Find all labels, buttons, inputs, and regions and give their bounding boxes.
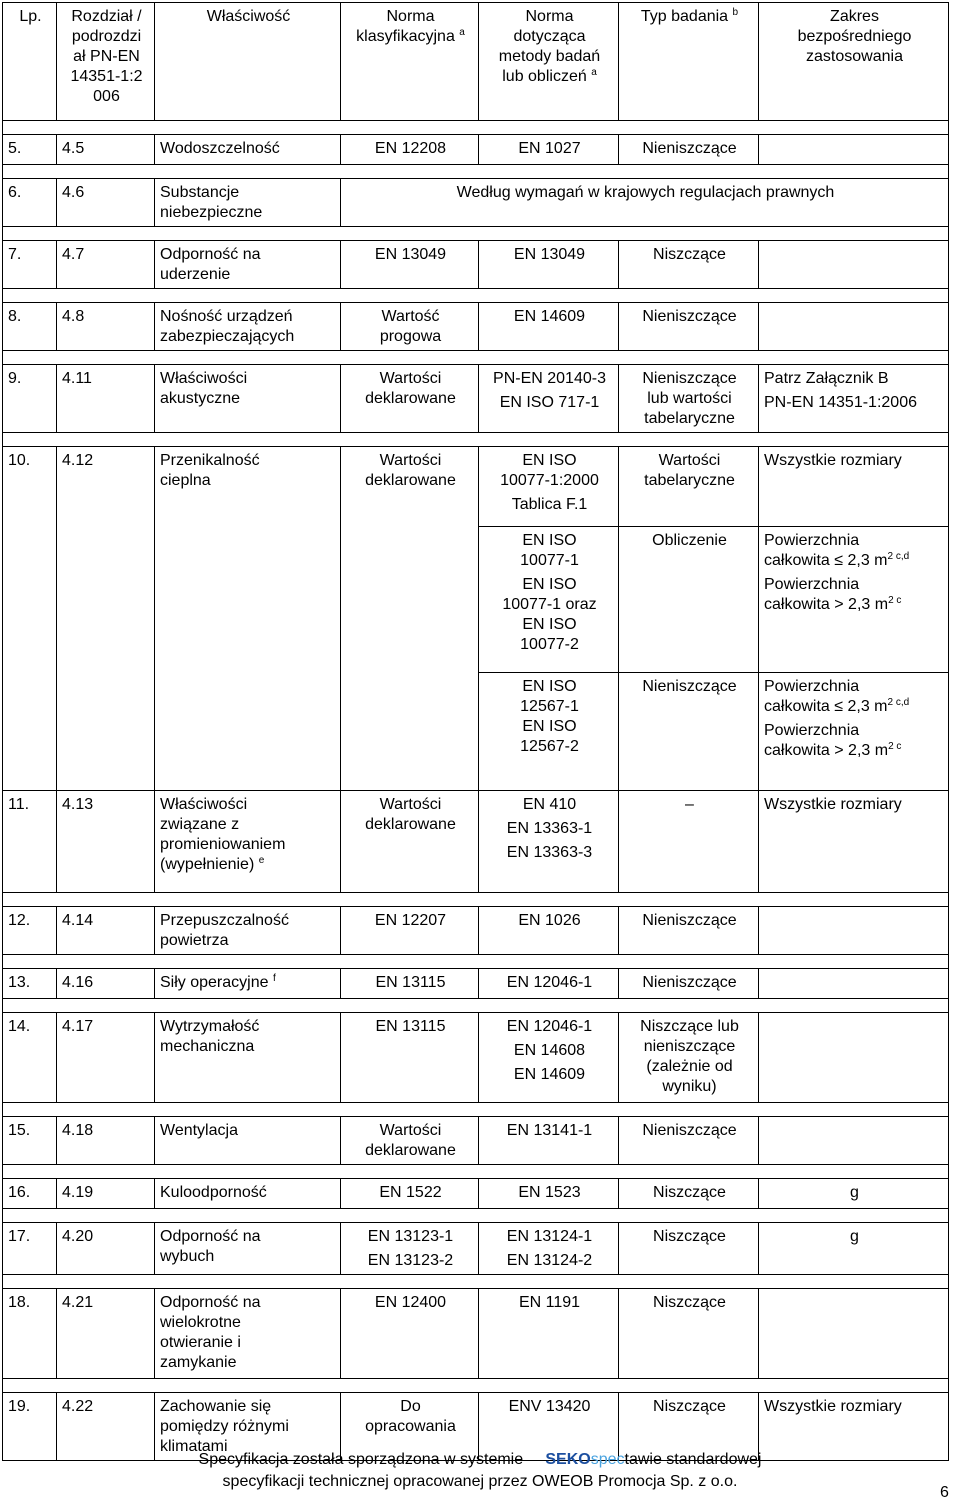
header-lp: Lp. [3,3,57,121]
header-test-type: Typ badania $^b$ [619,3,759,121]
property-cell: Przenikalność cieplna [155,447,341,791]
section-cell: 4.5 [57,135,155,165]
lp-cell: 11. [3,791,57,893]
footer-system-line: Specyfikacja została sporządzona w systemie SEKOspectawie standardowej [198,1451,762,1468]
lp-cell: 19. [3,1393,57,1461]
test-type-cell: Nieniszczące [619,1117,759,1165]
section-cell: 4.13 [57,791,155,893]
property-cell: Odporność na wybuch [155,1223,341,1275]
section-cell: 4.11 [57,365,155,433]
header-class-norm: Norma klasyfikacyjna $^a$ [341,3,479,121]
scope-cell [759,303,949,351]
method-norm-cell: ENV 13420 [479,1393,619,1461]
property-cell: Kuloodporność [155,1179,341,1209]
class-norm-cell: EN 12208 [341,135,479,165]
table-row [3,1223,949,1275]
test-type-cell: Niszczące [619,1179,759,1209]
test-type-cell: Niszczące [619,1393,759,1461]
test-type-cell: Niszczące [619,1289,759,1379]
table-row [3,969,949,999]
test-type-cell: Nieniszczące [619,673,759,791]
lp-cell: 13. [3,969,57,999]
method-norm-cell: EN 1523 [479,1179,619,1209]
test-type-cell: Niszczące [619,241,759,289]
table-row [3,365,949,433]
lp-cell: 10. [3,447,57,791]
lp-cell: 9. [3,365,57,433]
scope-cell: Wszystkie rozmiary [759,791,949,893]
table-row [3,1013,949,1103]
test-type-cell: Nieniszczące [619,303,759,351]
method-norm-cell: EN ISO 10077-1 EN ISO 10077-1 oraz EN ISO 10077-2 [479,527,619,673]
property-cell: Przepuszczalność powietrza [155,907,341,955]
method-norm-cell: EN 12046-1 EN 14608 EN 14609 [479,1013,619,1103]
section-cell: 4.16 [57,969,155,999]
scope-cell: g [759,1179,949,1209]
lp-cell: 7. [3,241,57,289]
test-type-cell: Nieniszczące [619,135,759,165]
property-cell: Odporność na uderzenie [155,241,341,289]
method-norm-cell: PN-EN 20140-3 EN ISO 717-1 [479,365,619,433]
specification-table [2,2,949,1461]
table-row [3,1117,949,1165]
class-norm-cell: EN 13115 [341,969,479,999]
scope-cell: Powierzchnia całkowita ≤ 2,3 $m^{2 c,d}$ Powierzchnia całkowita > 2,3 $m^{2 c}$ [759,673,949,791]
section-cell: 4.22 [57,1393,155,1461]
method-norm-cell: EN 12046-1 [479,969,619,999]
section-cell: 4.17 [57,1013,155,1103]
method-norm-cell: EN 1191 [479,1289,619,1379]
method-norm-cell: EN 13124-1 EN 13124-2 [479,1223,619,1275]
section-cell: 4.18 [57,1117,155,1165]
scope-cell [759,1289,949,1379]
table-row [3,1289,949,1379]
test-type-cell: – [619,791,759,893]
class-norm-cell: Wartości deklarowane [341,791,479,893]
property-cell: Siły operacyjne $^f$ [155,969,341,999]
lp-cell: 15. [3,1117,57,1165]
scope-cell: g [759,1223,949,1275]
method-norm-cell: EN ISO 12567-1 EN ISO 12567-2 [479,673,619,791]
scope-cell [759,241,949,289]
class-norm-cell: Wartość progowa [341,303,479,351]
scope-cell [759,907,949,955]
scope-cell: Wszystkie rozmiary [759,447,949,527]
lp-cell: 6. [3,179,57,227]
class-norm-cell: EN 1522 [341,1179,479,1209]
table-row [3,241,949,289]
property-cell: Właściwości związane z promieniowaniem (wypełnienie) $^e$ [155,791,341,893]
method-norm-cell: EN 14609 [479,303,619,351]
property-cell: Nośność urządzeń zabezpieczających [155,303,341,351]
scope-cell [759,135,949,165]
header-section: Rozdział / podrozdzi ał PN-EN 14351-1:2 006 [57,3,155,121]
class-norm-cell: EN 13115 [341,1013,479,1103]
scope-cell [759,1013,949,1103]
table-row [3,179,949,227]
table-row [3,303,949,351]
method-norm-cell: EN 410 EN 13363-1 EN 13363-3 [479,791,619,893]
method-norm-cell: EN 1027 [479,135,619,165]
method-norm-cell: EN ISO 10077-1:2000 Tablica F.1 [479,447,619,527]
method-norm-cell: EN 13049 [479,241,619,289]
lp-cell: 8. [3,303,57,351]
class-norm-cell: EN 12400 [341,1289,479,1379]
table-row [3,1179,949,1209]
scope-cell: Patrz Załącznik B PN-EN 14351-1:2006 [759,365,949,433]
test-type-cell: Nieniszczące lub wartości tabelaryczne [619,365,759,433]
scope-cell: Wszystkie rozmiary [759,1393,949,1461]
section-cell: 4.7 [57,241,155,289]
header-property: Właściwość [155,3,341,121]
class-norm-cell: Wartości deklarowane [341,365,479,433]
lp-cell: 12. [3,907,57,955]
scope-cell: Powierzchnia całkowita ≤ 2,3 $m^{2 c,d}$ Powierzchnia całkowita > 2,3 $m^{2 c}$ [759,527,949,673]
class-norm-cell: EN 13049 [341,241,479,289]
scope-cell [759,1117,949,1165]
table-header-row [3,3,949,121]
table-row [3,907,949,955]
section-cell: 4.6 [57,179,155,227]
section-cell: 4.19 [57,1179,155,1209]
class-norm-cell: Wartości deklarowane [341,1117,479,1165]
property-cell: Zachowanie się pomiędzy różnymi klimatami [155,1393,341,1461]
property-cell: Wytrzymałość mechaniczna [155,1013,341,1103]
class-norm-cell: Do opracowania [341,1393,479,1461]
section-cell: 4.8 [57,303,155,351]
property-cell: Właściwości akustyczne [155,365,341,433]
class-norm-cell: EN 12207 [341,907,479,955]
test-type-cell: Nieniszczące [619,907,759,955]
section-cell: 4.14 [57,907,155,955]
method-norm-cell: EN 1026 [479,907,619,955]
section-cell: 4.21 [57,1289,155,1379]
property-cell: Wentylacja [155,1117,341,1165]
test-type-cell: Niszczące lub nieniszczące (zależnie od wyniku) [619,1013,759,1103]
lp-cell: 18. [3,1289,57,1379]
section-cell: 4.20 [57,1223,155,1275]
lp-cell: 5. [3,135,57,165]
section-cell: 4.12 [57,447,155,791]
test-type-cell: Niszczące [619,1223,759,1275]
property-cell: Wodoszczelność [155,135,341,165]
property-cell: Substancje niebezpieczne [155,179,341,227]
header-scope: Zakres bezpośredniego zastosowania [759,3,949,121]
lp-cell: 14. [3,1013,57,1103]
test-type-cell: Wartości tabelaryczne [619,447,759,527]
table-row [3,447,949,527]
table-row [3,135,949,165]
regulation-note: Według wymagań w krajowych regulacjach prawnych [341,179,949,227]
footer-publisher-line: specyfikacji technicznej opracowanej przez OWEOB Promocja Sp. z o.o. [222,1473,738,1490]
lp-cell: 17. [3,1223,57,1275]
header-method-norm: Norma dotycząca metody badań lub obliczeń $^a$ [479,3,619,121]
page-number: 6 [940,1484,949,1501]
method-norm-cell: EN 13141-1 [479,1117,619,1165]
class-norm-cell: EN 13123-1 EN 13123-2 [341,1223,479,1275]
test-type-cell: Nieniszczące [619,969,759,999]
table-row [3,791,949,893]
property-cell: Odporność na wielokrotne otwieranie i zamykanie [155,1289,341,1379]
scope-cell [759,969,949,999]
test-type-cell: Obliczenie [619,527,759,673]
class-norm-cell: Wartości deklarowane [341,447,479,791]
lp-cell: 16. [3,1179,57,1209]
sekospec-logo: SEKOspec [545,1451,625,1468]
